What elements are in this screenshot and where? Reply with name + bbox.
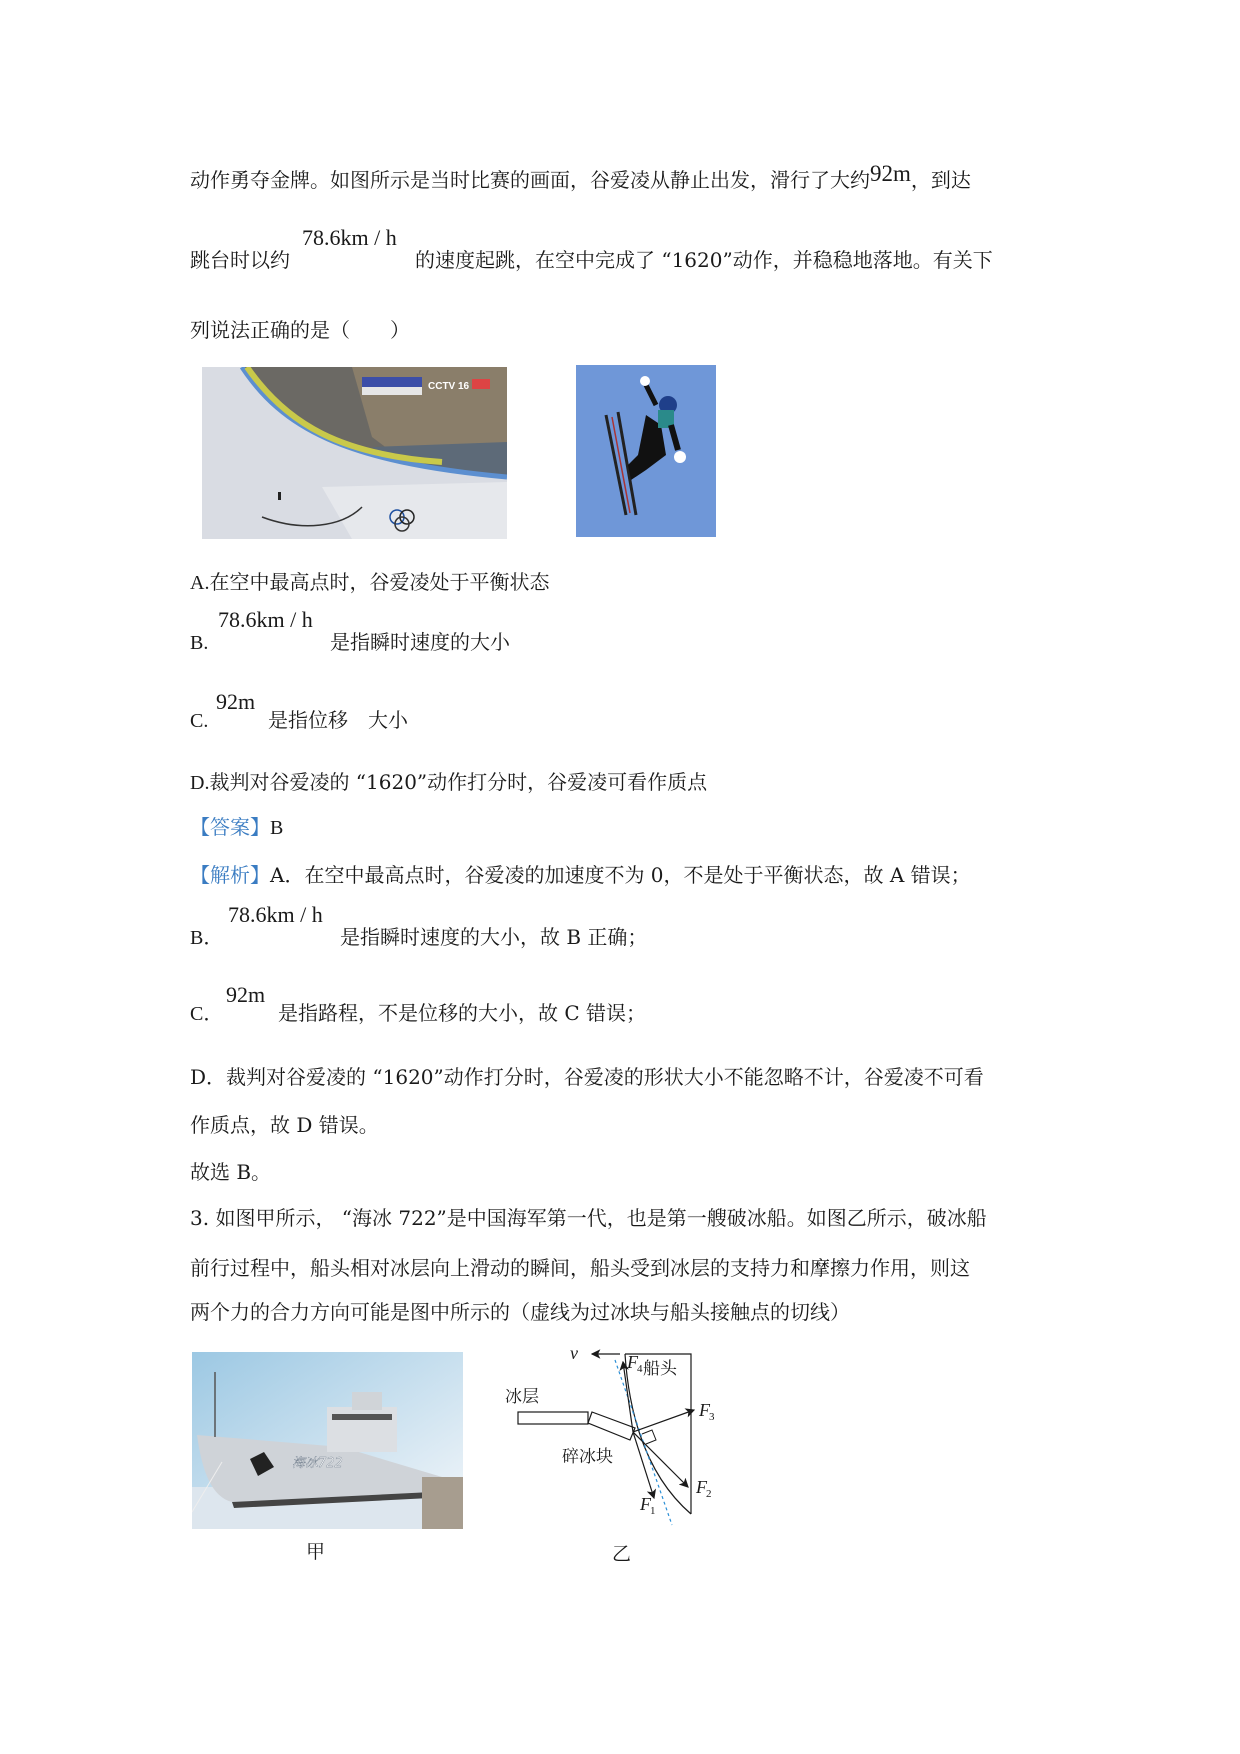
distance-formula: 92m (870, 161, 911, 186)
option-label: D. (190, 772, 210, 794)
stem-text: 动作勇夺金牌。如图所示是当时比赛的画面，谷爱凌从静止出发，滑行了大约 (190, 168, 870, 192)
analysis-b-text: 是指瞬时速度的大小，故 B 正确； (340, 925, 648, 949)
svg-text:碎冰块: 碎冰块 (562, 1447, 613, 1467)
svg-text:F: F (696, 1477, 707, 1497)
analysis-b (190, 925, 223, 950)
option-a (190, 570, 549, 595)
analysis-d-line-2: 作质点，故 D 错误。 (190, 1113, 379, 1137)
analysis-c-formula: 92m (226, 982, 266, 1007)
option-label: C. (190, 710, 209, 732)
svg-text:CCTV 16: CCTV 16 (428, 381, 470, 392)
q2-stem-line-2 (190, 248, 290, 272)
stem-text: 的速度起跳，在空中完成了 “1620”动作，并稳稳地落地。有关下 (415, 248, 993, 272)
q2-stem-line-1 (190, 161, 971, 192)
svg-text:F: F (699, 1400, 710, 1420)
svg-text:冰层: 冰层 (505, 1387, 539, 1407)
big-air-venue-photo (202, 367, 507, 539)
option-c (190, 708, 208, 733)
answer-tag: 【答案】 (190, 815, 270, 839)
q2-stem-line-2-tail (415, 248, 993, 272)
analysis-c (190, 1001, 223, 1026)
force-diagram (500, 1340, 740, 1540)
option-label: B. (190, 632, 209, 654)
stem-text: 跳台时以约 (190, 248, 290, 272)
speed-formula: 78.6km / h (302, 225, 397, 250)
venue-illustration-icon (202, 367, 507, 539)
q3-line-3: 两个力的合力方向可能是图中所示的（虚线为过冰块与船头接触点的切线） (190, 1300, 850, 1324)
answer-line (190, 815, 283, 840)
svg-text:2: 2 (706, 1488, 712, 1500)
icebreaker-ship-photo (192, 1352, 463, 1529)
skier-illustration-icon (576, 365, 716, 537)
analysis-d-line-1: D．裁判对谷爱凌的 “1620”动作打分时，谷爱凌的形状大小不能忽略不计，谷爱凌不可看 (190, 1065, 984, 1089)
analysis-label: B． (190, 927, 224, 949)
svg-text:F: F (627, 1352, 638, 1372)
ship-illustration-icon (192, 1352, 463, 1529)
option-b-text: 是指瞬时速度的大小 (330, 630, 510, 654)
svg-text:3: 3 (709, 1411, 715, 1423)
svg-text:F: F (640, 1494, 651, 1514)
option-b (190, 630, 208, 655)
analysis-a (190, 863, 971, 887)
analysis-conclusion: 故选 B。 (190, 1160, 272, 1184)
svg-text:v: v (570, 1343, 578, 1363)
analysis-text: A．在空中最高点时，谷爱凌的加速度不为 0，不是处于平衡状态，故 A 错误； (270, 863, 971, 887)
option-text: 裁判对谷爱凌的 “1620”动作打分时，谷爱凌可看作质点 (209, 770, 708, 794)
option-label: A. (190, 572, 210, 594)
svg-text:海冰722: 海冰722 (292, 1456, 343, 1471)
option-b-formula: 78.6km / h (218, 607, 313, 632)
figure-yi-caption: 乙 (612, 1543, 632, 1565)
answer-value: B (270, 817, 284, 839)
q3-line-1: 3. 如图甲所示， “海冰 722”是中国海军第一代，也是第一艘破冰船。如图乙所示，破冰船 (190, 1206, 987, 1230)
option-c-formula: 92m (216, 689, 256, 714)
force-diagram-svg (500, 1340, 740, 1540)
analysis-label: C． (190, 1003, 224, 1025)
analysis-tag: 【解析】 (190, 863, 270, 887)
svg-text:4: 4 (637, 1363, 643, 1375)
analysis-b-formula: 78.6km / h (228, 902, 323, 927)
stem-text: ，到达 (910, 168, 971, 192)
option-text: 在空中最高点时，谷爱凌处于平衡状态 (209, 570, 550, 594)
svg-text:船头: 船头 (643, 1359, 677, 1379)
skier-mid-air-photo (576, 365, 716, 537)
figure-jia-caption: 甲 (306, 1541, 326, 1563)
analysis-c-text: 是指路程，不是位移的大小，故 C 错误； (278, 1001, 647, 1025)
svg-text:1: 1 (650, 1505, 656, 1517)
q2-stem-line-3: 列说法正确的是（ ） (190, 318, 410, 342)
option-c-text: 是指位移 大小 (268, 708, 408, 732)
option-d (190, 770, 707, 795)
q3-line-2: 前行过程中，船头相对冰层向上滑动的瞬间，船头受到冰层的支持力和摩擦力作用，则这 (190, 1256, 970, 1280)
